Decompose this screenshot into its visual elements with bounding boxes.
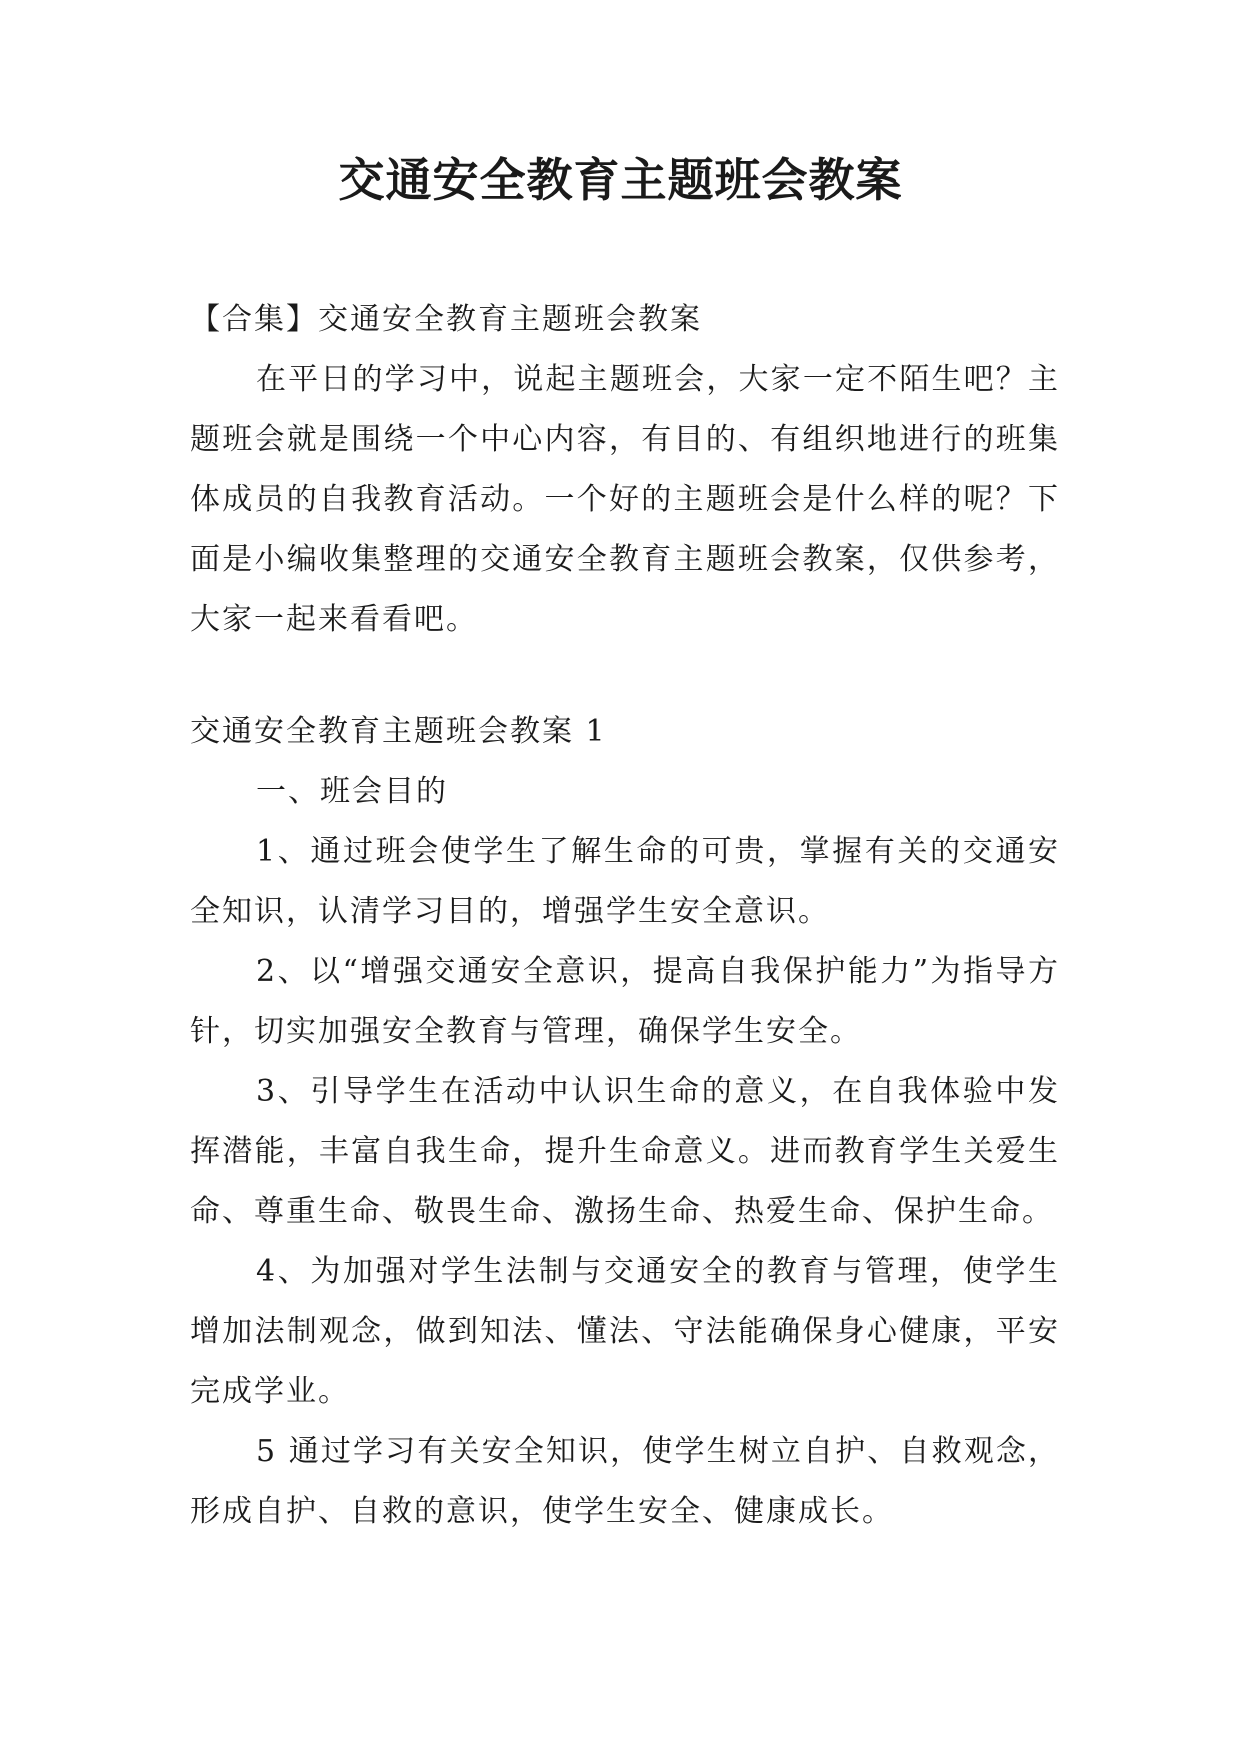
document-title: 交通安全教育主题班会教案	[338, 153, 903, 207]
objective-item-3: 3、引导学生在活动中认识生命的意义，在自我体验中发挥潜能，丰富自我生命，提升生命意义。进而教育学生关爱生命、尊重生命、敬畏生命、激扬生命、热爱生命、保护生命。	[190, 1074, 1060, 1229]
objective-item-4: 4、为加强对学生法制与交通安全的教育与管理，使学生增加法制观念，做到知法、懂法、守法能确保身心健康，平安完成学业。	[190, 1254, 1060, 1409]
section-heading: 交通安全教育主题班会教案 1	[190, 714, 607, 749]
collection-heading: 【合集】交通安全教育主题班会教案	[190, 302, 702, 337]
document-body	[190, 290, 1060, 1542]
intro-paragraph: 在平日的学习中，说起主题班会，大家一定不陌生吧？主题班会就是围绕一个中心内容，有目的、有组织地进行的班集体成员的自我教育活动。一个好的主题班会是什么样的呢？下面是小编收集整理的交通安全教育主题班会教案，仅供参考，大家一起来看看吧。	[190, 362, 1060, 637]
objective-item-1: 1、通过班会使学生了解生命的可贵，掌握有关的交通安全知识，认清学习目的，增强学生安全意识。	[190, 834, 1060, 929]
objective-item-5: 5 通过学习有关安全知识，使学生树立自护、自救观念，形成自护、自救的意识，使学生安全、健康成长。	[190, 1434, 1060, 1529]
objective-item-2: 2、以“增强交通安全意识，提高自我保护能力”为指导方针，切实加强安全教育与管理，确保学生安全。	[190, 954, 1060, 1049]
section-subheading: 一、班会目的	[256, 774, 448, 809]
